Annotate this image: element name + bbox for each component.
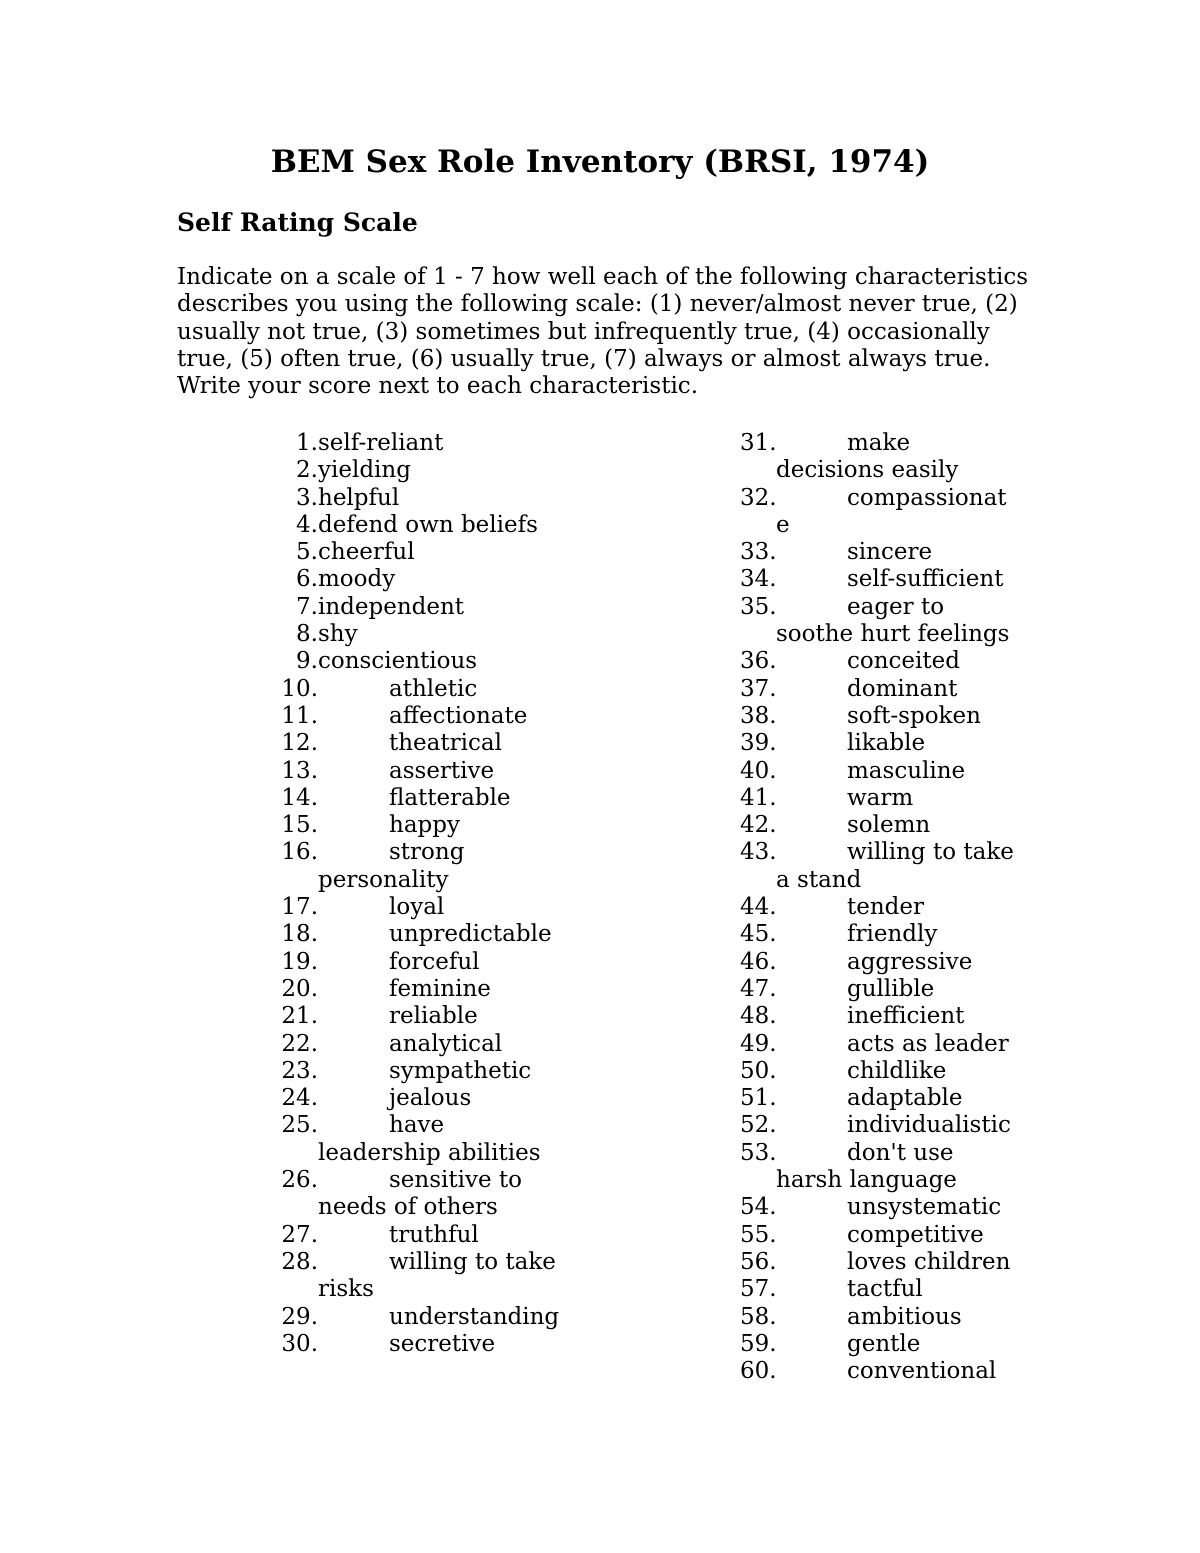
item-label-continuation: harsh language [776,1167,957,1194]
item-label: masculine [847,757,966,784]
item-label: acts as leader [847,1030,1009,1057]
characteristic-item [177,1304,607,1331]
item-label: conceited [847,648,960,675]
characteristic-item [740,730,1040,757]
document-title: BEM Sex Role Inventory (BRSI, 1974) [270,144,930,180]
characteristic-item [177,976,607,1003]
characteristic-item [177,812,607,839]
item-number: 1. [296,430,318,456]
item-label: yielding [318,457,411,484]
item-number: 54. [740,1194,777,1221]
item-number: 2. [296,457,318,484]
characteristic-item [740,976,1040,1003]
item-number: 10. [281,675,318,702]
item-label: athletic [389,675,478,702]
item-number: 3. [296,484,318,511]
characteristic-item [177,1112,607,1167]
item-label-continuation: risks [318,1276,374,1303]
item-number: 5. [296,539,318,566]
item-label: self-sufficient [847,566,1004,593]
item-number: 15. [281,812,318,839]
item-number: 58. [740,1303,777,1330]
item-label: tactful [847,1276,923,1303]
characteristic-item [740,812,1040,839]
item-label: feminine [389,975,491,1002]
item-label: friendly [847,921,938,948]
characteristic-item [177,894,607,921]
item-number: 29. [281,1303,318,1330]
item-label: self-reliant [318,430,444,456]
item-label: sensitive to [389,1167,522,1194]
item-label: aggressive [847,948,973,975]
item-number: 28. [281,1248,318,1275]
characteristic-item [740,648,1040,675]
item-number: 42. [740,812,777,839]
characteristic-item [177,430,607,457]
characteristic-item [740,594,1040,649]
section-heading: Self Rating Scale [177,208,418,237]
characteristic-item [177,1031,607,1058]
item-label: forceful [389,948,480,975]
item-number: 9. [296,648,318,675]
item-label: loves children [847,1248,1011,1275]
item-number: 19. [281,948,318,975]
item-label: understanding [389,1303,560,1330]
item-number: 32. [740,484,777,511]
item-number: 31. [740,430,777,456]
characteristic-item [740,1003,1040,1030]
item-number: 24. [281,1085,318,1112]
item-label: individualistic [847,1112,1011,1139]
characteristic-item [177,949,607,976]
instructions-paragraph: Indicate on a scale of 1 - 7 how well each of the following characteristics describes you using the following scale: (1) never/almost never true, (2) usually not true, (3) sometimes but infrequently true, (4) occasionally true, (5) often true, (6) usually true, (7) always or almost always true. Write your score next to each characteristic. [177,264,1029,400]
characteristic-item [177,839,607,894]
item-label: compassionat [847,484,1007,511]
item-label-continuation: personality [318,866,449,893]
item-label: gentle [847,1330,921,1357]
characteristic-item [740,539,1040,566]
item-number: 38. [740,702,777,729]
characteristic-item [740,1222,1040,1249]
characteristics-list-left [177,430,607,1358]
characteristic-item [740,485,1040,540]
item-label: willing to take [847,839,1014,866]
item-label: soft-spoken [847,702,981,729]
item-label: moody [318,566,396,593]
item-label: eager to [847,593,945,620]
characteristic-item [177,621,607,648]
item-number: 59. [740,1330,777,1357]
characteristics-list-right [740,430,1040,1385]
characteristic-item [740,1140,1040,1195]
characteristic-item [177,1222,607,1249]
item-number: 41. [740,784,777,811]
item-label: assertive [389,757,495,784]
item-number: 44. [740,894,777,921]
item-number: 8. [296,621,318,648]
characteristic-item [177,1167,607,1222]
item-label: ambitious [847,1303,962,1330]
characteristic-item [740,1249,1040,1276]
item-number: 6. [296,566,318,593]
item-label: conventional [847,1358,997,1385]
item-label: conscientious [318,648,478,675]
characteristic-item [740,1331,1040,1358]
item-label: dominant [847,675,958,702]
item-number: 11. [281,702,318,729]
item-label-continuation: soothe hurt feelings [776,621,1010,648]
item-label: sincere [847,539,933,566]
item-label: sympathetic [389,1057,532,1084]
item-label: warm [847,784,914,811]
characteristic-item [177,594,607,621]
characteristic-item [740,1031,1040,1058]
item-number: 56. [740,1248,777,1275]
characteristic-item [177,921,607,948]
characteristic-item [740,1085,1040,1112]
item-number: 20. [281,975,318,1002]
item-number: 13. [281,757,318,784]
item-number: 21. [281,1003,318,1030]
item-label-continuation: decisions easily [776,457,959,484]
characteristic-item [740,1058,1040,1085]
item-label: independent [318,593,465,620]
item-number: 45. [740,921,777,948]
characteristic-item [740,703,1040,730]
item-number: 48. [740,1003,777,1030]
item-label: theatrical [389,730,502,757]
item-label: truthful [389,1221,479,1248]
item-number: 53. [740,1139,777,1166]
characteristic-item [177,1003,607,1030]
characteristic-item [740,676,1040,703]
item-number: 7. [296,593,318,620]
characteristic-item [740,949,1040,976]
characteristic-item [177,785,607,812]
item-label: strong [389,839,465,866]
item-label: flatterable [389,784,511,811]
characteristic-item [740,758,1040,785]
item-label-continuation: needs of others [318,1194,498,1221]
item-number: 57. [740,1276,777,1303]
characteristic-item [177,539,607,566]
characteristic-item [740,921,1040,948]
characteristic-item [177,703,607,730]
item-label: adaptable [847,1085,963,1112]
item-label: happy [389,812,460,839]
item-number: 12. [281,730,318,757]
characteristic-item [740,1194,1040,1221]
item-number: 37. [740,675,777,702]
item-number: 47. [740,975,777,1002]
characteristic-item [740,1276,1040,1303]
item-label: inefficient [847,1003,965,1030]
characteristic-item [177,566,607,593]
characteristic-item [177,1085,607,1112]
characteristic-item [740,839,1040,894]
item-label: loyal [389,894,445,921]
item-label: don't use [847,1139,954,1166]
item-number: 55. [740,1221,777,1248]
item-label-continuation: leadership abilities [318,1139,541,1166]
characteristic-item [177,512,607,539]
item-label: solemn [847,812,931,839]
characteristic-item [740,785,1040,812]
item-label: willing to take [389,1248,556,1275]
item-number: 49. [740,1030,777,1057]
item-number: 39. [740,730,777,757]
characteristic-item [177,457,607,484]
item-label-continuation: a stand [776,866,862,893]
characteristic-item [177,1331,607,1358]
item-number: 51. [740,1085,777,1112]
item-number: 14. [281,784,318,811]
characteristic-item [740,430,1040,485]
item-number: 16. [281,839,318,866]
item-number: 17. [281,894,318,921]
item-label: gullible [847,975,935,1002]
item-number: 22. [281,1030,318,1057]
item-label: defend own beliefs [318,511,538,538]
item-number: 35. [740,593,777,620]
item-label: make [847,430,911,456]
item-number: 4. [296,511,318,538]
characteristic-item [740,1304,1040,1331]
item-label: shy [318,621,358,648]
item-label: affectionate [389,702,528,729]
item-label: analytical [389,1030,503,1057]
characteristic-item [740,894,1040,921]
characteristic-item [177,758,607,785]
item-label: competitive [847,1221,984,1248]
item-number: 30. [281,1330,318,1357]
item-number: 36. [740,648,777,675]
characteristic-item [177,485,607,512]
item-label: unpredictable [389,921,552,948]
item-label: secretive [389,1330,496,1357]
item-number: 34. [740,566,777,593]
item-number: 23. [281,1057,318,1084]
characteristic-item [740,1112,1040,1139]
item-number: 40. [740,757,777,784]
item-number: 18. [281,921,318,948]
characteristic-item [177,1249,607,1304]
item-number: 52. [740,1112,777,1139]
item-label: likable [847,730,926,757]
characteristic-item [740,566,1040,593]
item-label: reliable [389,1003,478,1030]
item-label: cheerful [318,539,415,566]
characteristic-item [177,676,607,703]
characteristic-item [177,1058,607,1085]
item-label: jealous [389,1085,472,1112]
item-number: 46. [740,948,777,975]
item-label: have [389,1112,445,1139]
characteristic-item [177,730,607,757]
characteristic-item [740,1358,1040,1385]
item-label: helpful [318,484,400,511]
item-label: childlike [847,1057,947,1084]
item-number: 60. [740,1358,777,1385]
item-label-continuation: e [776,511,790,538]
item-number: 43. [740,839,777,866]
item-number: 50. [740,1057,777,1084]
item-number: 25. [281,1112,318,1139]
item-label: tender [847,894,924,921]
item-number: 26. [281,1167,318,1194]
item-number: 33. [740,539,777,566]
item-number: 27. [281,1221,318,1248]
item-label: unsystematic [847,1194,1002,1221]
characteristic-item [177,648,607,675]
